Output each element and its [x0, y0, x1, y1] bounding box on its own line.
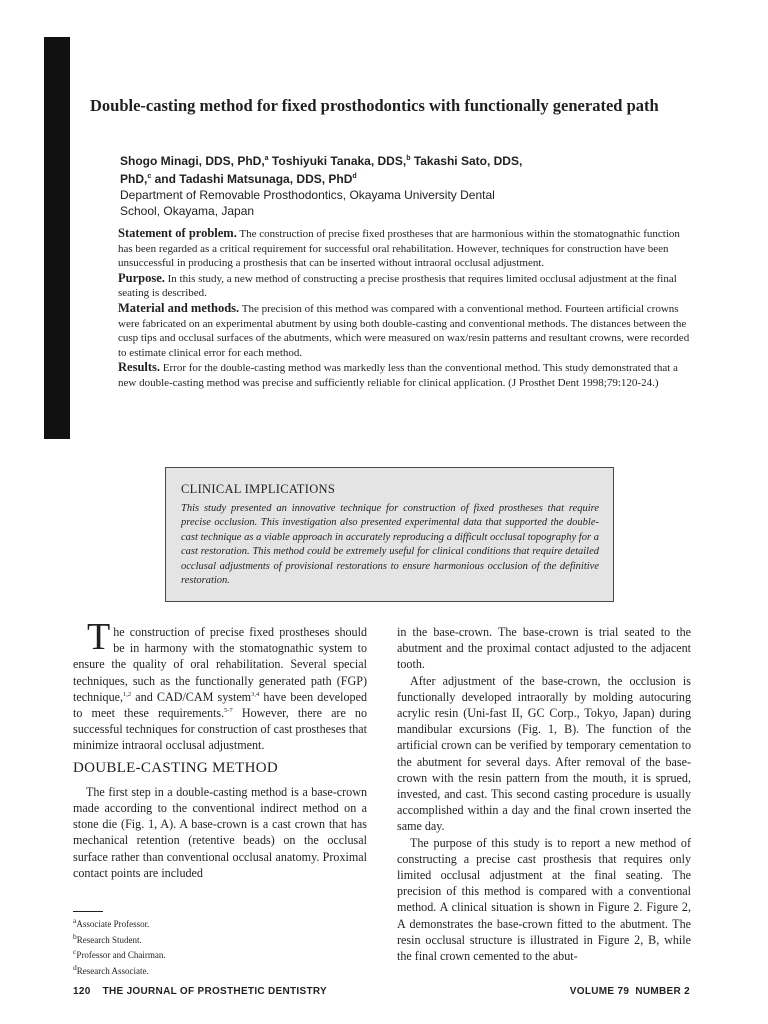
author-sato: Takashi Sato, DDS, — [413, 154, 523, 168]
volume: VOLUME 79 — [569, 986, 630, 997]
author-names: Shogo Minagi, DDS, PhD,$^a$ Toshiyuki Tanaka, DDS,$^b$ Takashi Sato, DDS, PhD,$^c$ and Tadashi Matsunaga, DDS, PhD$^d$ — [120, 154, 523, 186]
body-paragraph: The first step in a double-casting method is a base-crown made according to the conventional indirect method on a stone die (Fig. 1, A). A base-crown is a cast crown that has mechanical retention (retentive beads) on the occlusal surface rather than conventional occlusal anatomy. Proximal contact points are included — [73, 784, 367, 880]
footer-left — [73, 986, 327, 997]
abstract-results: Results. Error for the double-casting method was markedly less than the conventional method. This study demonstrated that a new double-casting method was precise and sufficiently reliable for clinical application. (J Prosthet Dent 1998;79:120-24.) — [118, 360, 678, 389]
footnote: $^a$Associate Professor. — [73, 916, 150, 929]
clinical-implications-box — [165, 467, 614, 602]
body-column-right — [397, 624, 691, 964]
body-column-left — [73, 616, 368, 881]
article-title: Double-casting method for fixed prosthodontics with functionally generated path — [90, 96, 659, 115]
clinical-implications-heading: CLINICAL IMPLICATIONS — [181, 482, 336, 496]
footnote: $^c$Professor and Chairman. — [73, 947, 166, 960]
abstract-problem: Statement of problem. The construction of precise fixed prostheses that are harmonious within the stomatognathic function has been regarded as a critical requirement for successful oral rehabilitation. However, techniques for construction have been unsuccessful in producing a prosthesis that can be inserted without intraoral occlusal adjustment. — [118, 226, 680, 270]
abstract-methods: Material and methods. The precision of this method was compared with a conventional method. Fourteen artificial crowns were fabricated on an experimental abutment by using both double-casting and conventional methods. The distances between the cusp tips and occlusal surfaces of the abutments, which were measured on wax/resin patterns and resultant crowns, were recorded to estimate clinical error for each method. — [118, 300, 690, 359]
affiliation: Department of Removable Prosthodontics, Okayama University Dental School, Okayama, Japan — [120, 188, 495, 218]
author-minagi: Shogo Minagi, DDS, PhD, — [120, 154, 265, 168]
author-block — [120, 151, 680, 219]
abstract — [118, 226, 696, 391]
footnote: $^b$Research Student. — [73, 931, 142, 945]
clinical-implications-text: This study presented an innovative technique for construction of fixed prostheses that require precise occlusion. This investigation also presented experimental data that supported the double-cast technique as a viable approach in accurately reproducing a difficult occlusal topography for a cast restoration. This method could be extremely useful for clinical conditions that require detailed occlusal adjustments of provisional restorations to ensure harmonious occlusion of the definitive restoration. — [181, 503, 599, 587]
journal-name: THE JOURNAL OF PROSTHETIC DENTISTRY — [102, 986, 327, 997]
body-paragraph: in the base-crown. The base-crown is trial seated to the abutment and the proximal contact adjusted to the adjacent tooth. — [397, 625, 691, 672]
abstract-purpose: Purpose. In this study, a new method of constructing a precise prosthesis that requires limited occlusal adjustment at the final seating is described. — [118, 270, 677, 300]
body-paragraph: The purpose of this study is to report a new method of constructing a precise cast prosthesis that requires only limited occlusal adjustment at the final seating. The precision of this method is compared with a conventional method. A clinical situation is shown in Figure 2. Figure 2, A demonstrates the base-crown fitted to the abutment. The resin occlusal structure is illustrated in Figure 2, B, while the final crown cemented to the abut- — [397, 835, 691, 964]
sidebar-bar — [44, 37, 70, 439]
section-heading: DOUBLE-CASTING METHOD — [73, 759, 279, 776]
footer-right — [560, 986, 690, 997]
author-matsunaga: and Tadashi Matsunaga, DDS, PhD — [154, 172, 353, 186]
footnotes — [73, 915, 166, 977]
intro-paragraph: The construction of precise fixed prostheses should be in harmony with the stomatognathic system to ensure the quality of oral rehabilitation. Several special techniques, such as the functionally generated path (FGP) technique,$^{1,2}$ and CAD/CAM system$^{3,4}$ have been developed to meet these requirements.$^{5-7}$ However, there are no successful techniques for construction of cast prostheses that minimize intraoral occlusal adjustment. — [73, 616, 368, 753]
drop-cap: T — [87, 616, 111, 658]
author-tanaka: Toshiyuki Tanaka, DDS, — [271, 154, 407, 168]
footnote: $^d$Research Associate. — [73, 962, 149, 976]
body-paragraph: After adjustment of the base-crown, the occlusion is functionally developed intraorally by molding autocuring acrylic resin (Uni-fast II, GC Corp., Tokyo, Japan) during mandibular excursions (Fig. 1, B). The function of the artificial crown can be verified by temporary cementation to the abutment for several days. After removal of the base-crown with the resin pattern from the mouth, it is sprued, invested, and cast. This second casting procedure is usually accomplished within a day and the final crown inserted the same day. — [397, 673, 691, 834]
footnote-rule — [73, 911, 103, 912]
issue-number: NUMBER 2 — [635, 986, 690, 997]
page-number: 120 — [73, 986, 91, 997]
